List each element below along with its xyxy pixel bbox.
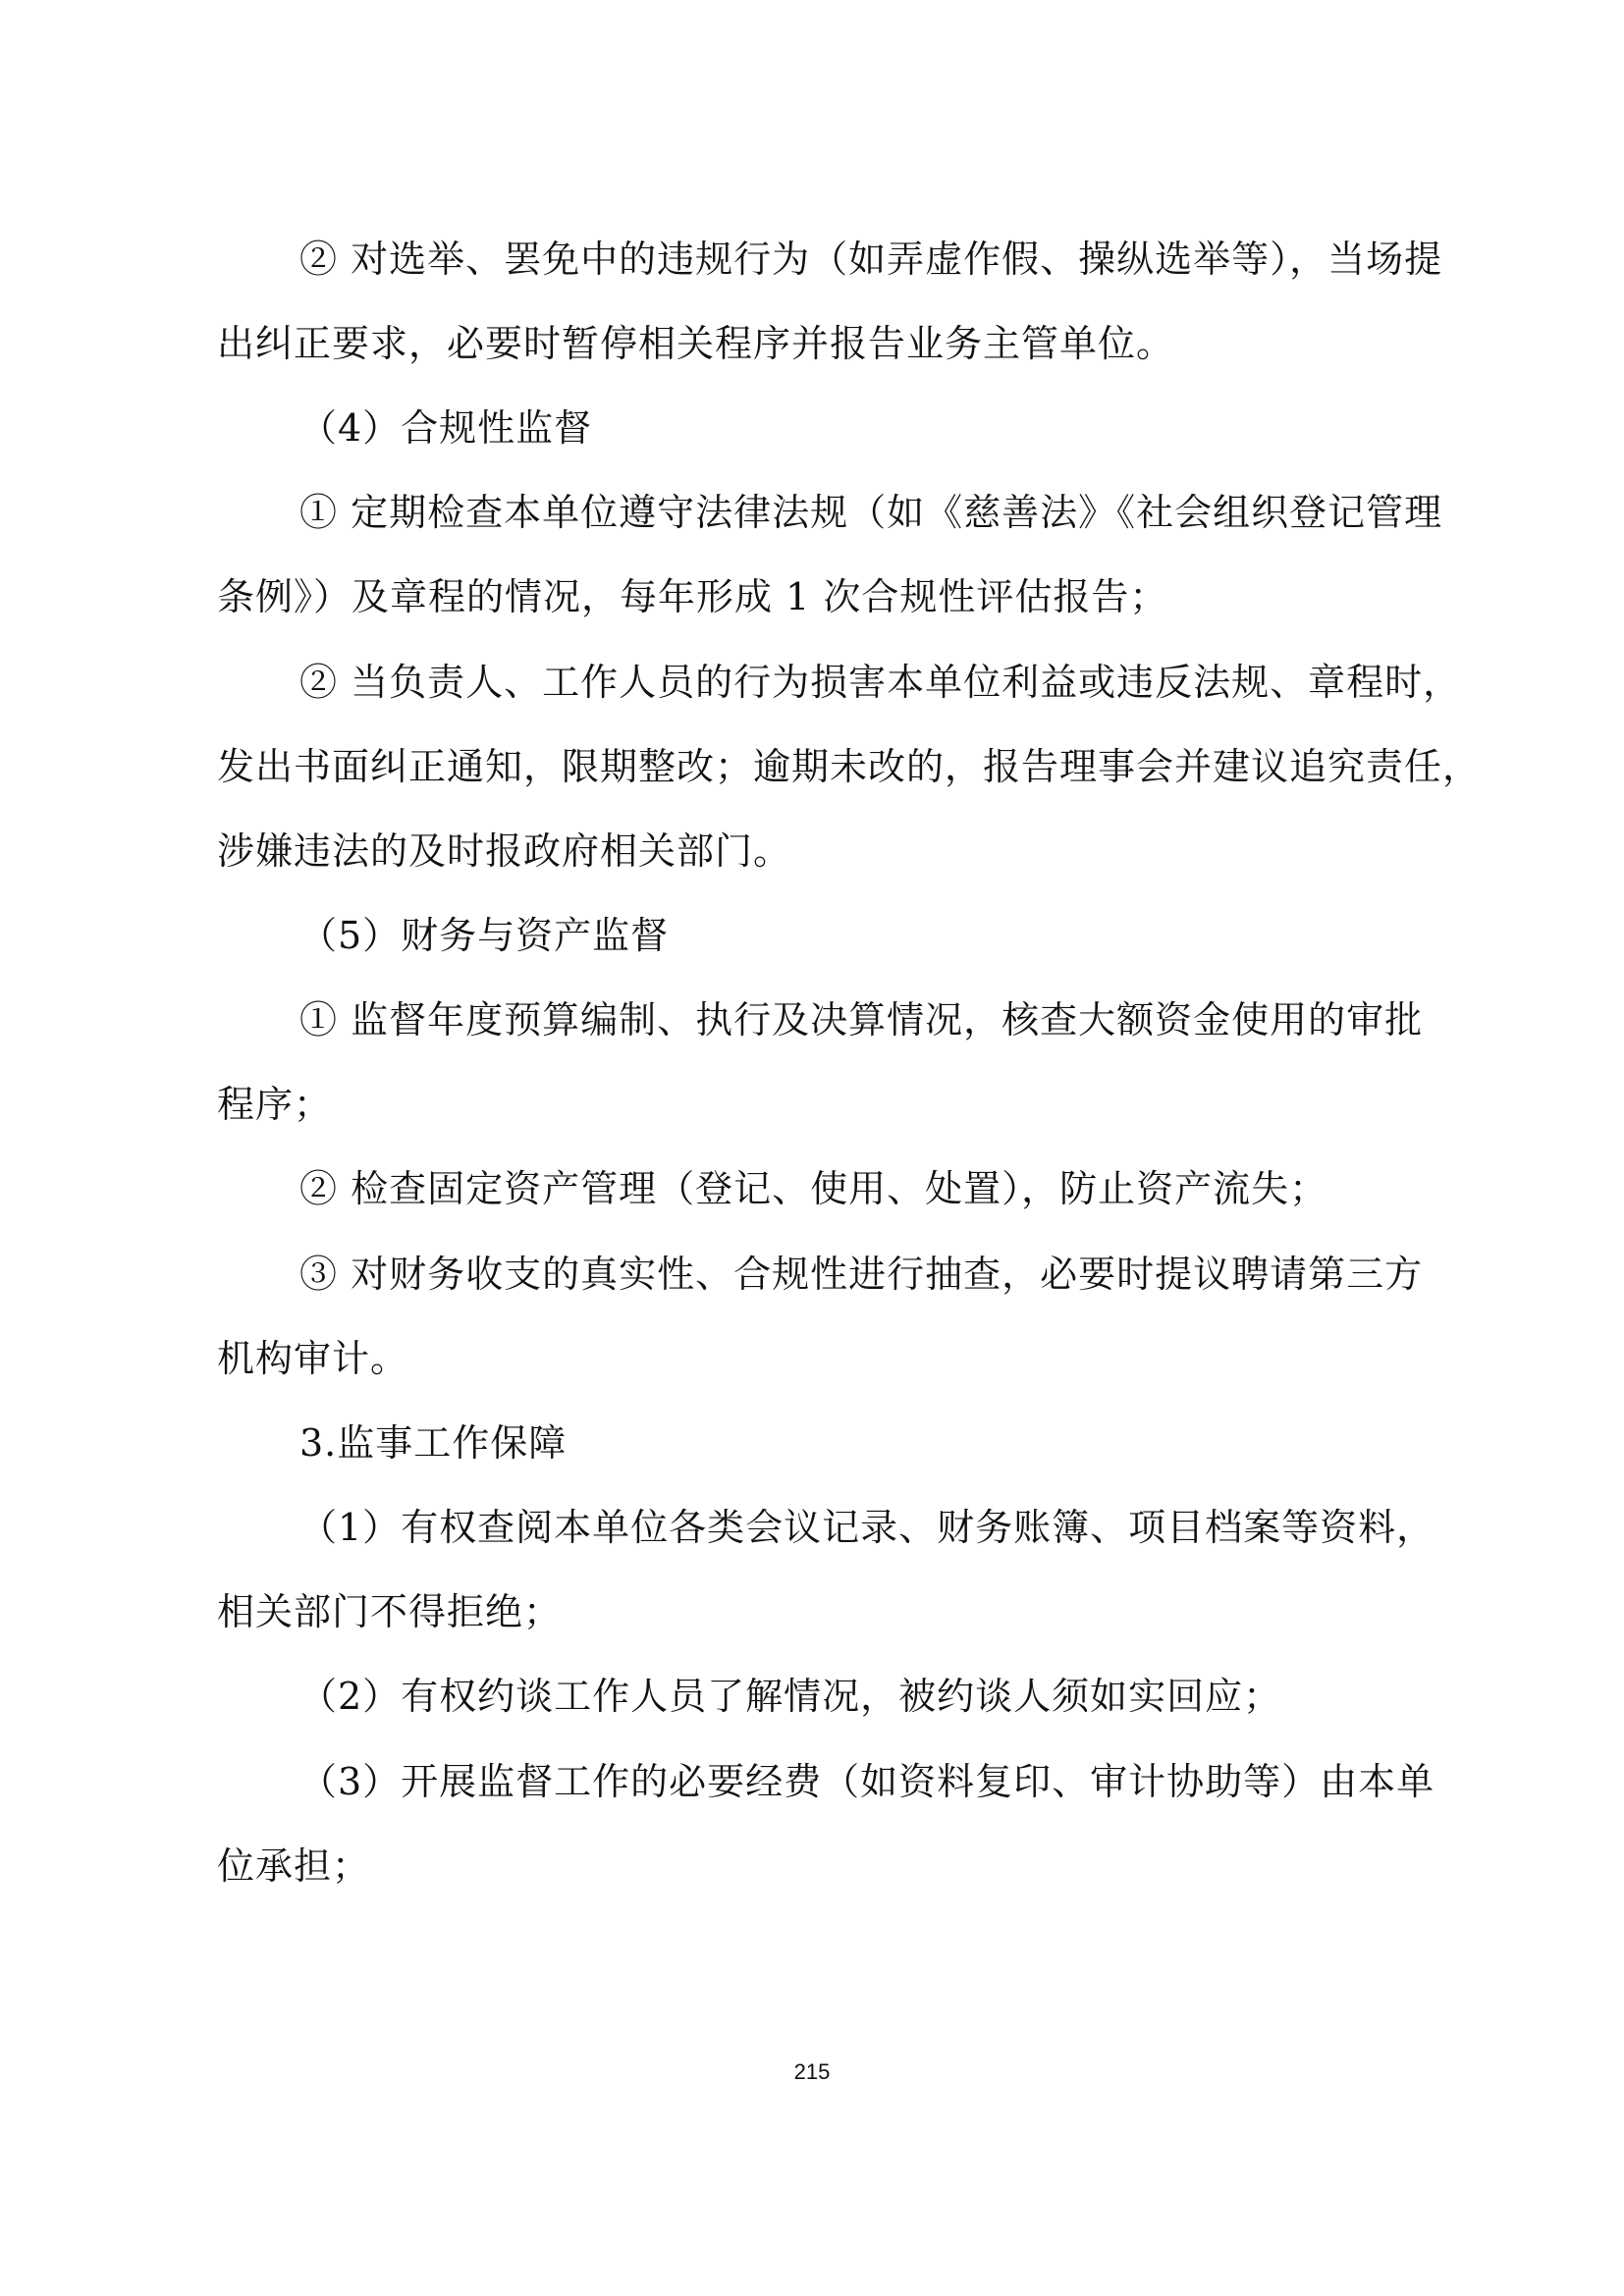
text-line: 条例》）及章程的情况，每年形成 1 次合规性评估报告； (217, 575, 1168, 618)
text-line: 相关部门不得拒绝； (217, 1590, 563, 1633)
text-line: 位承担； (217, 1844, 371, 1888)
page-number: 215 (793, 2059, 831, 2084)
text-line: ② 对选举、罢免中的违规行为（如弄虚作假、操纵选举等），当场提 (299, 238, 1443, 281)
text-line: （2）有权约谈工作人员了解情况，被约谈人须如实回应； (299, 1675, 1282, 1718)
text-line: （3）开展监督工作的必要经费（如资料复印、审计协助等）由本单 (299, 1760, 1435, 1803)
text-line: ① 定期检查本单位遵守法律法规（如《慈善法》《社会组织登记管理 (299, 491, 1443, 534)
text-line: 程序； (217, 1083, 333, 1126)
text-line: 出纠正要求，必要时暂停相关程序并报告业务主管单位。 (217, 322, 1175, 365)
section-heading-compliance: （4）合规性监督 (299, 406, 593, 450)
text-line: ③ 对财务收支的真实性、合规性进行抽查，必要时提议聘请第三方 (299, 1253, 1424, 1296)
section-heading-finance: （5）财务与资产监督 (299, 914, 670, 957)
text-line: （1）有权查阅本单位各类会议记录、财务账簿、项目档案等资料， (299, 1506, 1435, 1549)
text-line: 发出书面纠正通知，限期整改；逾期未改的，报告理事会并建议追究责任， (217, 745, 1482, 788)
text-line: ② 当负责人、工作人员的行为损害本单位利益或违反法规、章程时， (299, 661, 1462, 704)
text-line: 机构审计。 (217, 1337, 409, 1380)
text-line: ① 监督年度预算编制、执行及决算情况，核查大额资金使用的审批 (299, 998, 1424, 1041)
text-line: ② 检查固定资产管理（登记、使用、处置），防止资产流失； (299, 1167, 1328, 1210)
section-heading-safeguards: 3.监事工作保障 (299, 1421, 568, 1465)
text-line: 涉嫌违法的及时报政府相关部门。 (217, 829, 792, 873)
